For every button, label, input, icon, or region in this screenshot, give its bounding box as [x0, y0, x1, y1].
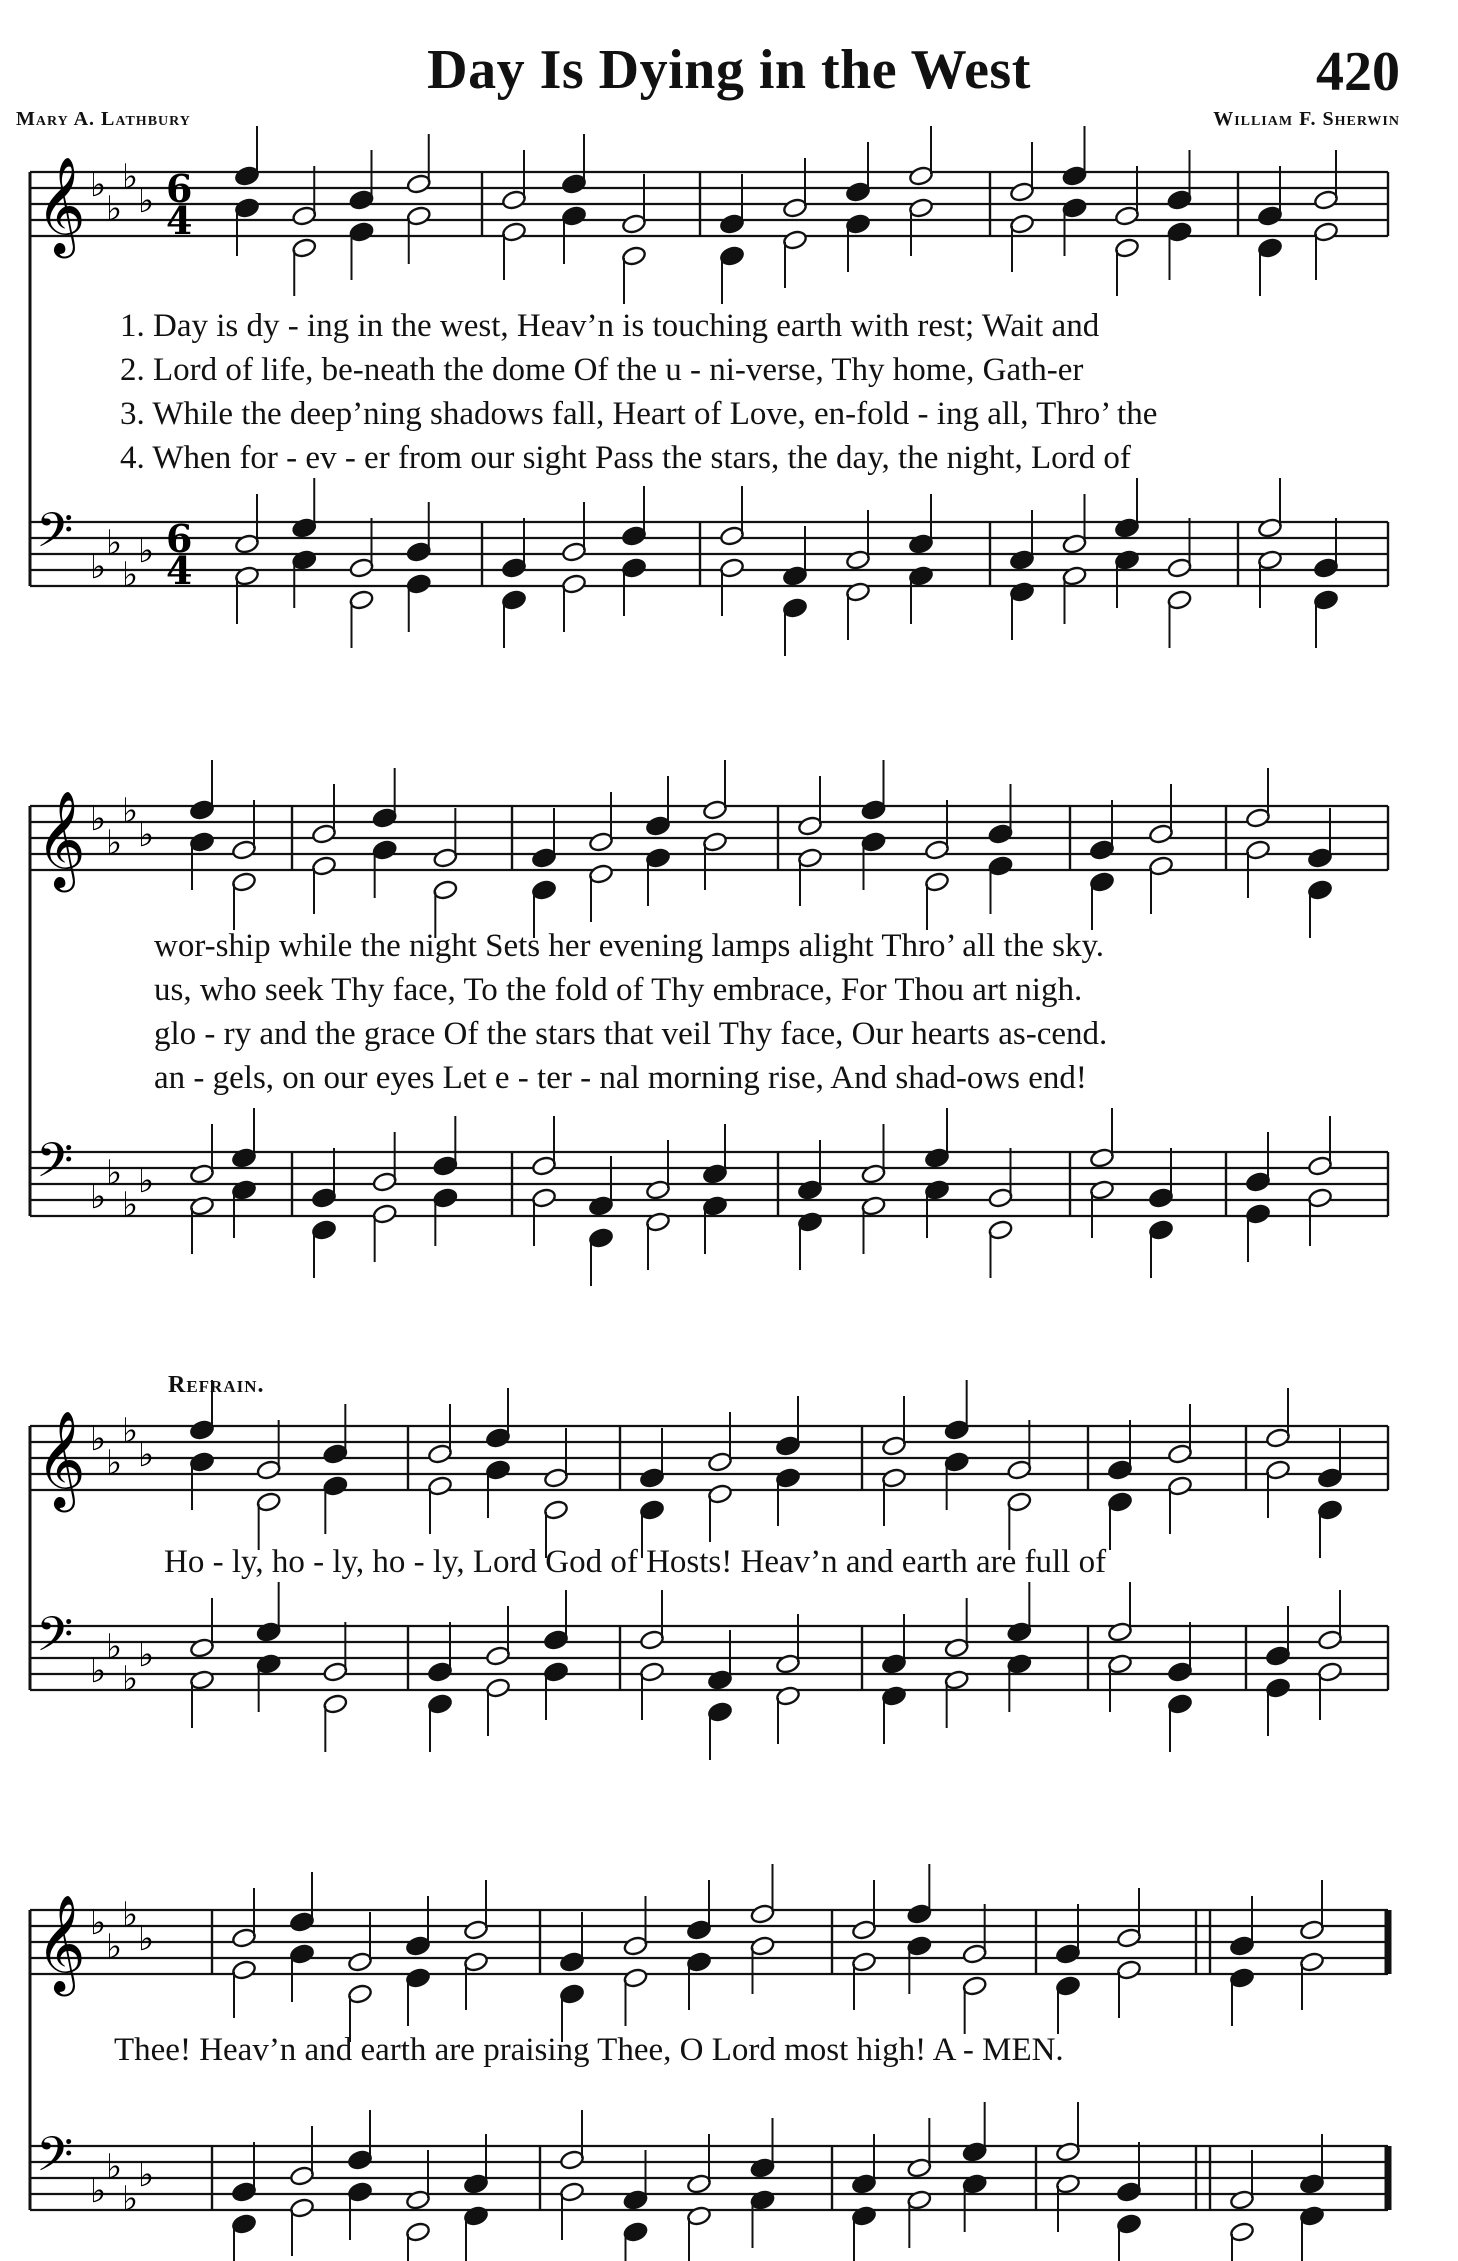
flat-icon: ♭ — [90, 1177, 107, 1217]
flat-icon: ♭ — [90, 165, 107, 205]
flat-icon: ♭ — [90, 1903, 107, 1943]
system-4-refrain: Thee! Heav’n and earth are praising Thee, O Lord most high! A - MEN. — [114, 2032, 1064, 2068]
flat-icon: ♭ — [90, 799, 107, 839]
flat-icon: ♭ — [122, 791, 139, 831]
flat-icon: ♭ — [106, 823, 123, 863]
flat-icon: ♭ — [138, 1435, 155, 1475]
author-credit: Mary A. Lathbury — [16, 108, 191, 130]
system-2-verse-2: us, who seek Thy face, To the fold of Thy embrace, For Thou art nigh. — [154, 972, 1083, 1008]
system-1-verse-4: 4. When for - ev - er from our sight Pass the stars, the day, the night, Lord of — [120, 440, 1131, 476]
flat-icon: ♭ — [106, 1153, 123, 1193]
flat-icon: ♭ — [106, 523, 123, 563]
flat-icon: ♭ — [122, 555, 139, 595]
flat-icon: ♭ — [138, 2155, 155, 2195]
flat-icon: ♭ — [106, 1927, 123, 1967]
flat-icon: ♭ — [138, 1161, 155, 1201]
flat-icon: ♭ — [90, 547, 107, 587]
treble-clef-icon-4: 𝄞 — [36, 1894, 86, 1992]
bass-clef-icon-1: 𝄢 — [36, 502, 74, 570]
flat-icon: ♭ — [122, 1411, 139, 1451]
flat-icon: ♭ — [106, 1443, 123, 1483]
flat-icon: ♭ — [122, 2179, 139, 2219]
system-1-verse-3: 3. While the deep’ning shadows fall, Heart of Love, en-fold - ing all, Thro’ the — [120, 396, 1158, 432]
flat-icon: ♭ — [138, 815, 155, 855]
treble-clef-icon-3: 𝄞 — [36, 1410, 86, 1508]
bass-clef-icon-4: 𝄢 — [36, 2126, 74, 2194]
flat-icon: ♭ — [122, 1185, 139, 1225]
flat-icon: ♭ — [90, 1419, 107, 1459]
treble-clef-icon-1: 𝄞 — [36, 156, 86, 254]
treble-clef-icon-2: 𝄞 — [36, 790, 86, 888]
flat-icon: ♭ — [106, 189, 123, 229]
hymn-title: Day Is Dying in the West — [427, 39, 1031, 101]
bass-staff-1 — [30, 522, 1388, 586]
flat-icon: ♭ — [106, 1627, 123, 1667]
hymn-number: 420 — [1316, 41, 1400, 103]
flat-icon: ♭ — [138, 1635, 155, 1675]
time-signature-top: 6 — [166, 516, 193, 561]
flat-icon: ♭ — [90, 1651, 107, 1691]
flat-icon: ♭ — [106, 2147, 123, 2187]
flat-icon: ♭ — [90, 2171, 107, 2211]
system-2-verse-3: glo - ry and the grace Of the stars that veil Thy face, Our hearts as-cend. — [154, 1016, 1108, 1052]
time-signature-top: 6 — [166, 166, 193, 211]
system-2-verse-1: wor-ship while the night Sets her evening lamps alight Thro’ all the sky. — [154, 928, 1105, 964]
time-signature-bottom: 4 — [166, 198, 193, 243]
refrain-label: Refrain. — [168, 1372, 265, 1398]
flat-icon: ♭ — [138, 181, 155, 221]
system-1-verse-1: 1. Day is dy - ing in the west, Heav’n is touching earth with rest; Wait and — [120, 308, 1100, 344]
bass-clef-icon-2: 𝄢 — [36, 1132, 74, 1200]
flat-icon: ♭ — [138, 1919, 155, 1959]
system-2-verse-4: an - gels, on our eyes Let e - ter - nal morning rise, And shad-ows end! — [154, 1060, 1087, 1096]
system-1-verse-2: 2. Lord of life, be-neath the dome Of the u - ni-verse, Thy home, Gath-er — [120, 352, 1084, 388]
flat-icon: ♭ — [122, 1895, 139, 1935]
flat-icon: ♭ — [138, 531, 155, 571]
flat-icon: ♭ — [122, 157, 139, 197]
flat-icon: ♭ — [122, 1659, 139, 1699]
composer-credit: William F. Sherwin — [1213, 108, 1400, 130]
system-3-refrain: Ho - ly, ho - ly, ho - ly, Lord God of Hosts! Heav’n and earth are full of — [164, 1544, 1107, 1580]
time-signature-bottom: 4 — [166, 548, 193, 593]
bass-clef-icon-3: 𝄢 — [36, 1606, 74, 1674]
